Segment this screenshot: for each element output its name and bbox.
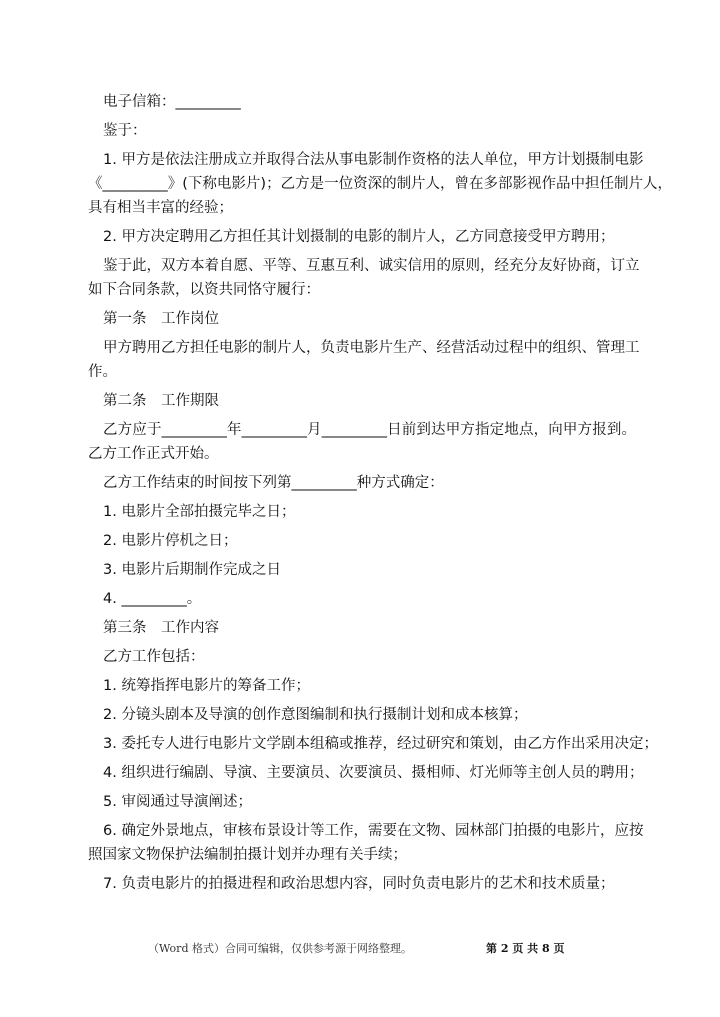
paragraph-duty-2 <box>88 703 636 727</box>
paragraph-whereas <box>88 119 636 143</box>
text-line: 乙方工作结束的时间按下列第_________种方式确定： <box>103 475 444 491</box>
text-line: 《_________》(下称电影片)；乙方是一位资深的制片人，曾在多部影视作品中担任制片人， <box>88 176 673 192</box>
text-line: 乙方工作包括： <box>103 649 205 665</box>
paragraph-duty-1 <box>88 674 636 698</box>
text-line: 6. 确定外景地点，审核布景设计等工作，需要在文物、园林部门拍摄的电影片，应按 <box>103 823 644 839</box>
text-line: 乙方工作正式开始。 <box>88 446 219 462</box>
text-line: 电子信箱：_________ <box>103 94 241 110</box>
paragraph-article-2-body <box>88 418 636 466</box>
document-body <box>88 90 673 901</box>
text-line: 甲方聘用乙方担任电影的制片人，负责电影片生产、经营活动过程中的组织、管理工 <box>103 340 640 356</box>
text-line: 具有相当丰富的经验； <box>88 200 233 216</box>
text-line: 照国家文物保护法编制拍摄计划并办理有关手续； <box>88 847 407 863</box>
paragraph-duty-6 <box>88 819 644 867</box>
text-line: 4. 组织进行编剧、导演、主要演员、次要演员、摄相师、灯光师等主创人员的聘用； <box>103 765 644 781</box>
paragraph-article-2-title <box>88 389 636 413</box>
text-line: 3. 委托专人进行电影片文学剧本组稿或推荐，经过研究和策划，由乙方作出采用决定； <box>103 736 658 752</box>
paragraph-end-1 <box>88 500 636 524</box>
paragraph-article-2-end <box>88 471 636 495</box>
paragraph-end-4 <box>88 587 636 611</box>
text-line: 第一条 工作岗位 <box>103 311 219 327</box>
text-line: 5. 审阅通过导演阐述； <box>103 794 252 810</box>
footer-note: （Word 格式）合同可编辑，仅供参考源于网络整理。 <box>148 942 412 955</box>
paragraph-clause-2 <box>88 225 636 249</box>
paragraph-end-3 <box>88 558 636 582</box>
paragraph-article-3-intro <box>88 645 636 669</box>
paragraph-duty-3 <box>88 732 658 756</box>
paragraph-end-2 <box>88 529 636 553</box>
paragraph-clause-1 <box>88 148 673 220</box>
text-line: 2. 电影片停机之日； <box>103 533 238 549</box>
text-line: 1. 甲方是依法注册成立并取得合法从事电影制作资格的法人单位，甲方计划摄制电影 <box>103 152 644 168</box>
text-line: 鉴于： <box>103 123 147 139</box>
paragraph-duty-5 <box>88 790 636 814</box>
paragraph-article-3-title <box>88 616 636 640</box>
text-line: 7. 负责电影片的拍摄进程和政治思想内容，同时负责电影片的艺术和技术质量； <box>103 876 615 892</box>
paragraph-article-1-body <box>88 336 640 384</box>
paragraph-agreement <box>88 254 640 302</box>
text-line: 作。 <box>88 364 117 380</box>
paragraph-duty-7 <box>88 872 636 896</box>
text-line: 2. 分镜头剧本及导演的创作意图编制和执行摄制计划和成本核算； <box>103 707 528 723</box>
text-line: 4. _________。 <box>103 591 202 607</box>
text-line: 第二条 工作期限 <box>103 393 219 409</box>
paragraph-duty-4 <box>88 761 644 785</box>
text-line: 2. 甲方决定聘用乙方担任其计划摄制的电影的制片人，乙方同意接受甲方聘用； <box>103 229 615 245</box>
paragraph-article-1-title <box>88 307 636 331</box>
text-line: 鉴于此，双方本着自愿、平等、互惠互利、诚实信用的原则，经充分友好协商，订立 <box>103 258 640 274</box>
text-line: 1. 统筹指挥电影片的筹备工作； <box>103 678 310 694</box>
text-line: 如下合同条款，以资共同恪守履行： <box>88 282 320 298</box>
text-line: 乙方应于_________年_________月_________日前到达甲方指定地点，向甲方报到。 <box>103 422 636 438</box>
text-line: 1. 电影片全部拍摄完毕之日； <box>103 504 296 520</box>
page-number: 第 2 页 共 8 页 <box>486 942 565 955</box>
page-footer <box>0 940 720 960</box>
paragraph-email <box>88 90 636 114</box>
text-line: 第三条 工作内容 <box>103 620 219 636</box>
text-line: 3. 电影片后期制作完成之日 <box>103 562 281 578</box>
